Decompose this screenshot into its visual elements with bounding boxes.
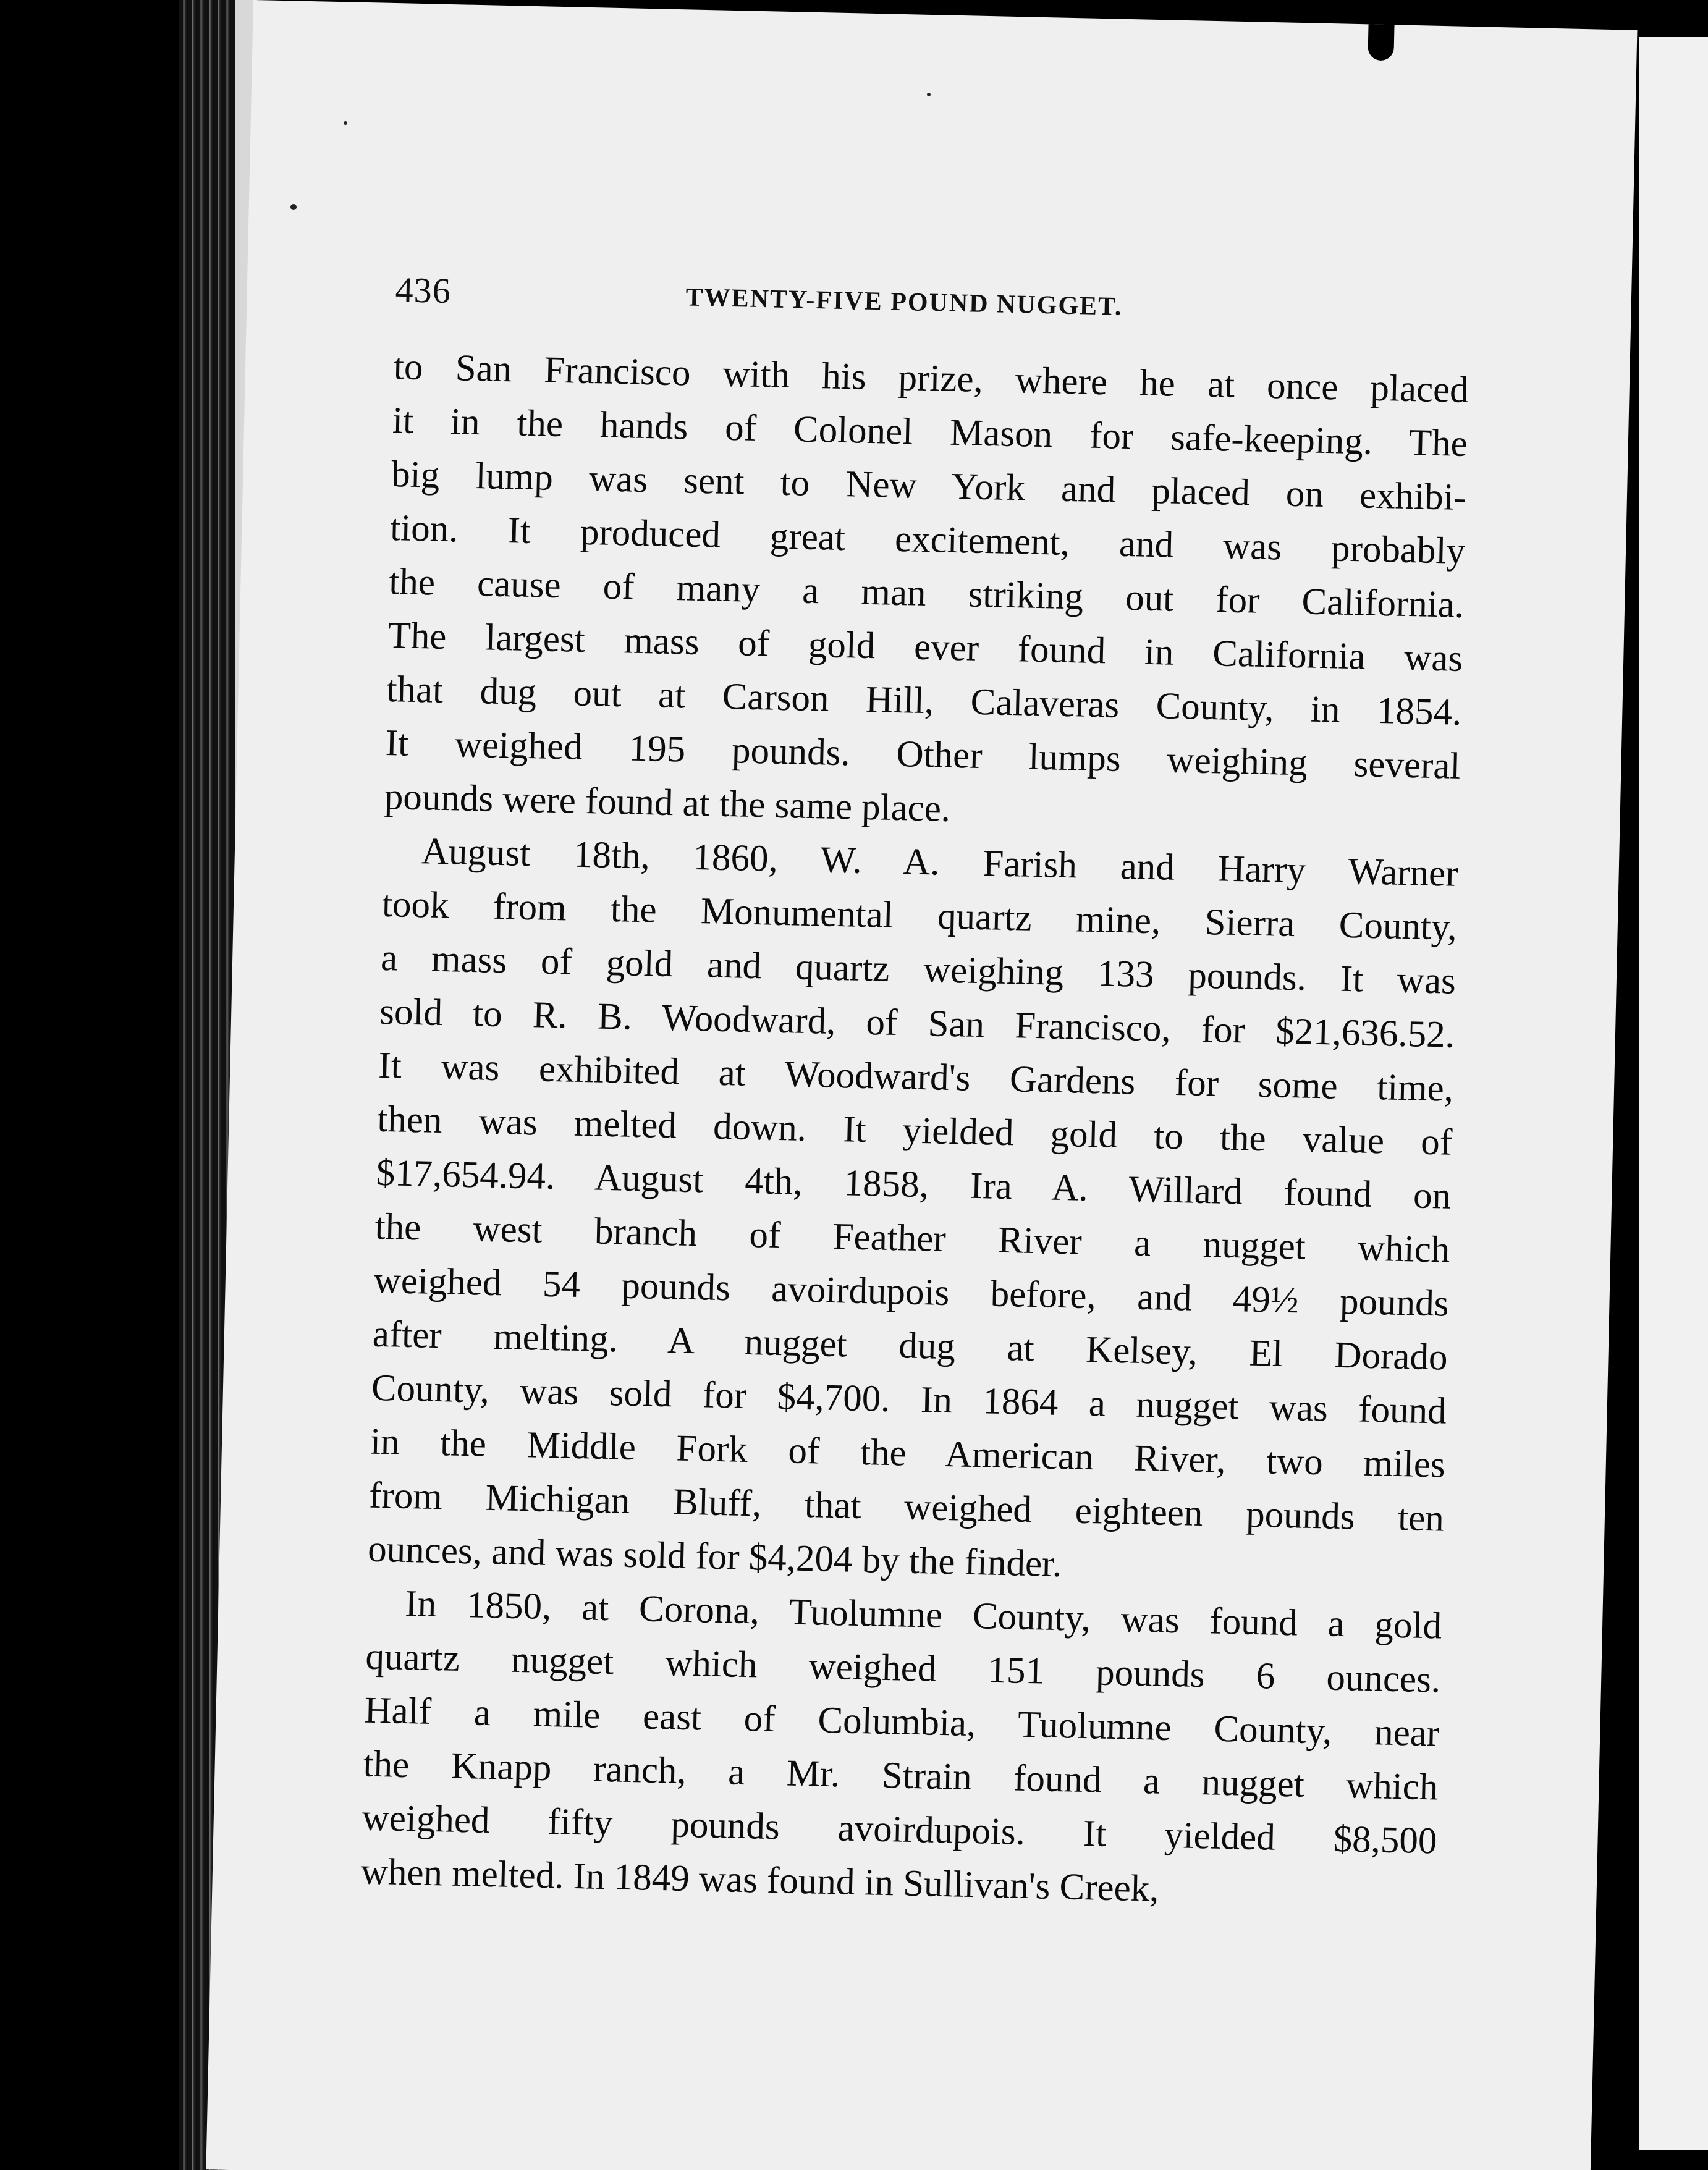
text-line: after melting. A nugget dug at Kelsey, El Dorado <box>372 1313 1448 1378</box>
text-line: the cause of many a man striking out for California. <box>388 561 1465 626</box>
text-line: pounds were found at the same place. <box>384 775 951 830</box>
paragraph <box>384 340 1469 847</box>
text-line: In 1850, at Corona, Tuolumne County, was found a gold <box>404 1582 1442 1647</box>
body-text <box>360 340 1469 1922</box>
text-line: it in the hands of Colonel Mason for safe-keeping. The <box>392 400 1468 465</box>
text-line: from Michigan Bluff, that weighed eighteen pounds ten <box>368 1474 1445 1540</box>
text-line: It was exhibited at Woodward's Gardens for some time, <box>378 1044 1454 1110</box>
text-line: sold to R. B. Woodward, of San Francisco, for $21,636.52. <box>379 990 1455 1056</box>
text-line: tion. It produced great excitement, and was probably <box>389 507 1466 572</box>
text-line: took from the Monumental quartz mine, Sierra County, <box>381 883 1458 948</box>
facing-page-edge <box>1634 37 1708 2150</box>
text-line: the west branch of Feather River a nugget which <box>374 1205 1451 1271</box>
dust-speck <box>927 93 931 96</box>
dust-speck <box>290 204 297 210</box>
text-line: weighed fifty pounds avoirdupois. It yielded $8,500 <box>361 1797 1438 1862</box>
paragraph <box>360 1576 1442 1922</box>
text-line: Half a mile east of Columbia, Tuolumne County, near <box>363 1689 1440 1755</box>
scan-notch <box>1368 24 1394 61</box>
running-head: TWENTY-FIVE POUND NUGGET. <box>685 283 1123 321</box>
text-line: that dug out at Carson Hill, Calaveras County, in 1854. <box>386 668 1463 733</box>
text-line: in the Middle Fork of the American River, two miles <box>370 1421 1446 1486</box>
text-line: quartz nugget which weighed 151 pounds 6 ounces. <box>365 1636 1441 1701</box>
text-line: August 18th, 1860, W. A. Farish and Harry Warner <box>421 830 1459 895</box>
text-line: ounces, and was sold for $4,204 by the finder. <box>367 1528 1063 1585</box>
text-line: the Knapp ranch, a Mr. Strain found a nugget which <box>363 1743 1439 1809</box>
text-line: to San Francisco with his prize, where he at once placed <box>393 346 1469 412</box>
text-line: The largest mass of gold ever found in California was <box>387 615 1463 680</box>
dust-speck <box>344 121 347 125</box>
text-line: big lump was sent to New York and placed on exhibi- <box>391 454 1467 519</box>
text-line: when melted. In 1849 was found in Sullivan's Creek, <box>360 1851 1160 1910</box>
paragraph <box>367 824 1458 1600</box>
text-line: weighed 54 pounds avoirdupois before, and 49½ pounds <box>373 1259 1450 1325</box>
book-page <box>206 0 1637 2170</box>
page-number: 436 <box>395 269 452 311</box>
page-header <box>395 269 1458 342</box>
text-line: $17,654.94. August 4th, 1858, Ira A. Willard found on <box>375 1152 1452 1217</box>
text-line: County, was sold for $4,700. In 1864 a nugget was found <box>371 1367 1447 1432</box>
text-line: a mass of gold and quartz weighing 133 pounds. It was <box>380 937 1456 1002</box>
text-line: It weighed 195 pounds. Other lumps weighing several <box>385 722 1461 787</box>
text-line: then was melted down. It yielded gold to the value of <box>376 1098 1453 1163</box>
